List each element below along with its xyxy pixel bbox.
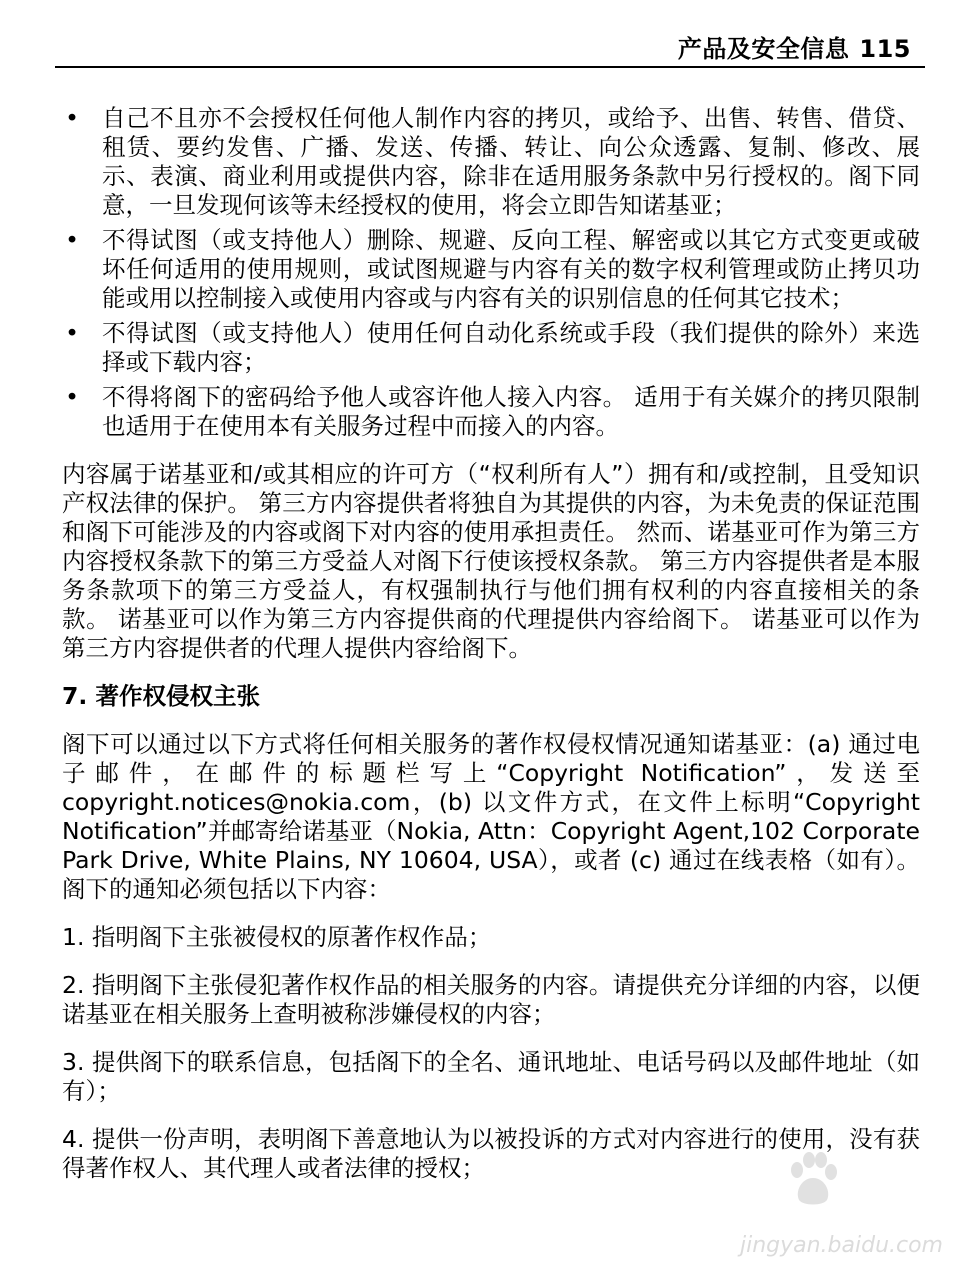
page-header [55,34,925,68]
bullet-marker: • [65,226,79,254]
numbered-item: 3. 提供阁下的联系信息，包括阁下的全名、通讯地址、电话号码以及邮件地址（如有）； [62,1048,920,1105]
baidu-watermark [713,1140,943,1260]
bullet-text: 自己不且亦不会授权任何他人制作内容的拷贝，或给予、出售、转售、借贷、租赁、要约发售、广播、发送、传播、转让、向公众透露、复制、修改、展示、表演、商业利用或提供内容，除非在适用服务条款中另行授权的。阁下同意，一旦发现何该等未经授权的使用，将会立即告知诺基亚； [102,104,920,219]
numbered-item: 1. 指明阁下主张被侵权的原著作权作品； [62,923,492,951]
bullet-text: 不得试图（或支持他人）删除、规避、反向工程、解密或以其它方式变更或破坏任何适用的使用规则，或试图规避与内容有关的数字权利管理或防止拷贝功能或用以控制接入或使用内容或与内容有关的识别信息的任何其它技术； [102,226,920,312]
numbered-item: 4. 提供一份声明，表明阁下善意地认为以被投诉的方式对内容进行的使用，没有获得著作权人、其代理人或者法律的授权； [62,1125,920,1182]
bullet-item [62,319,920,377]
bullet-text: 不得将阁下的密码给予他人或容许他人接入内容。 适用于有关媒介的拷贝限制也适用于在使用本有关服务过程中而接入的内容。 [102,383,920,440]
bullet-item [62,104,920,220]
content-ownership-paragraph: 内容属于诺基亚和/或其相应的许可方（“权利所有人”）拥有和/或控制，且受知识产权法律的保护。 第三方内容提供者将独自为其提供的内容，为未免责的保证范围和阁下可能涉及的内容或阁下对内容的使用承担责任。 然而、诺基亚可作为第三方内容授权条款下的第三方受益人对阁下行使该授权条款。 第三方内容提供者是本服务条款项下的第三方受益人，有权强制执行与他们拥有权利的内容直接相关的条款。 诺基亚可以作为第三方内容提供商的代理提供内容给阁下。 诺基亚可以作为第三方内容提供者的代理人提供内容给阁下。 [62,460,920,662]
baidu-paw-icon [783,1150,843,1210]
numbered-item: 2. 指明阁下主张侵犯著作权作品的相关服务的内容。请提供充分详细的内容，以便诺基亚在相关服务上查明被称涉嫌侵权的内容； [62,971,920,1028]
header-title: 产品及安全信息 [677,35,850,63]
document-body [62,104,920,1183]
bullet-list [62,104,920,441]
bullet-marker: • [65,319,79,347]
bullet-marker: • [65,104,79,132]
header-label [678,29,911,64]
bullet-text: 不得试图（或支持他人）使用任何自动化系统或手段（我们提供的除外）来选择或下载内容； [102,319,920,376]
bullet-marker: • [65,383,79,411]
bullet-item [62,226,920,313]
page-number: 115 [859,35,911,63]
section-heading: 7. 著作权侵权主张 [62,682,260,710]
watermark-text: jingyan.baidu.com [739,1233,943,1258]
notification-paragraph: 阁下可以通过以下方式将任何相关服务的著作权侵权情况通知诺基亚：(a) 通过电子邮件，在邮件的标题栏写上“Copyright Notification”，发送至 copyright.notices@nokia.com，(b) 以文件方式，在文件上标明“Copyright Notification”并邮寄给诺基亚（Nokia, Attn：Copyright Agent,102 Corporate Park Drive, White Plains, NY 10604, USA），或者 (c) 通过在线表格（如有）。 阁下的通知必须包括以下内容： [62,730,920,903]
bullet-item [62,383,920,441]
